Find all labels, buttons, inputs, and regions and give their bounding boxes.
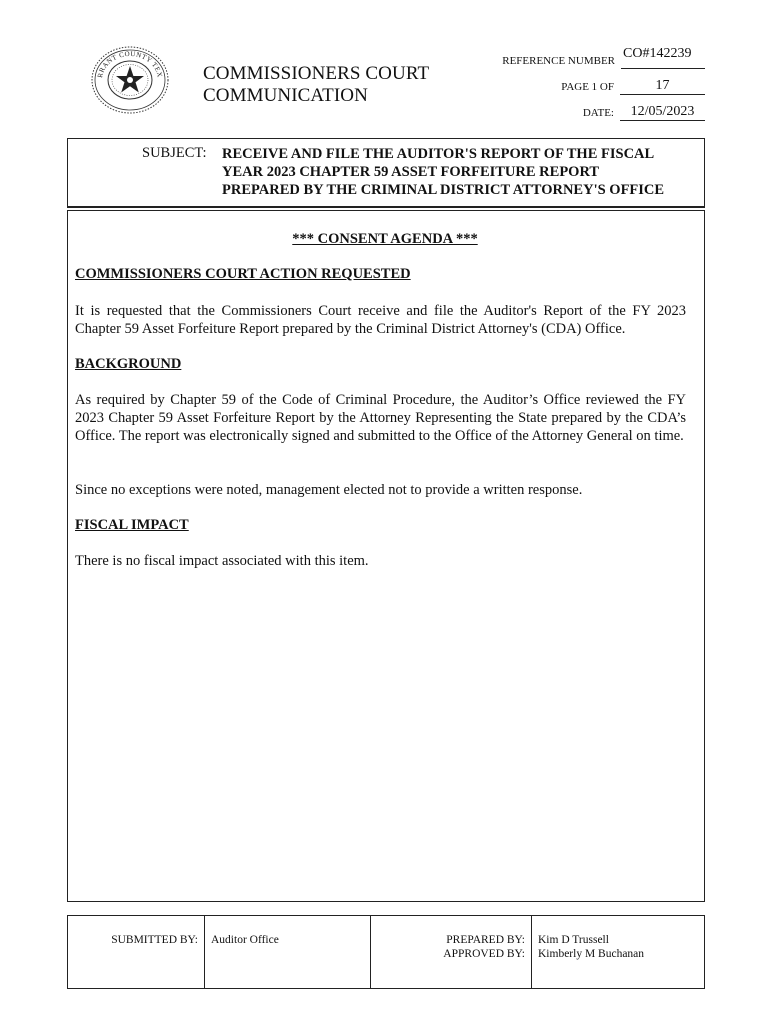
approved-by-label: APPROVED BY: xyxy=(443,948,525,960)
signature-footer xyxy=(67,915,705,989)
subject-line-2: YEAR 2023 CHAPTER 59 ASSET FORFEITURE REPORT xyxy=(222,164,600,180)
fiscal-impact-text: There is no fiscal impact associated with this item. xyxy=(75,553,369,569)
consent-agenda-banner xyxy=(0,231,770,248)
prepared-by-label: PREPARED BY: xyxy=(446,934,525,946)
prepared-approved-value-cell xyxy=(532,916,704,988)
title-line-2: COMMUNICATION xyxy=(203,85,368,106)
subject-line-3: PREPARED BY THE CRIMINAL DISTRICT ATTORNEY'S OFFICE xyxy=(222,182,665,198)
date-value: 12/05/2023 xyxy=(620,104,705,121)
prepared-by-value: Kim D Trussell xyxy=(538,934,609,946)
county-seal xyxy=(90,45,170,115)
prepared-approved-label-cell xyxy=(371,916,532,988)
subject-text xyxy=(222,145,697,199)
submitted-by-label: SUBMITTED BY: xyxy=(111,934,198,946)
action-requested-text: It is requested that the Commissioners Court receive and file the Auditor's Report of the FY 2023 Chapter 59 Asset Forfeiture Report prepared by the Criminal District Attorney's (CDA) Office. xyxy=(75,303,686,337)
subject-divider xyxy=(67,206,705,208)
date-label: DATE: xyxy=(582,107,614,119)
page-label: PAGE 1 OF xyxy=(561,81,614,93)
reference-number-row xyxy=(502,45,705,69)
background-heading: BACKGROUND xyxy=(75,356,182,372)
reference-number-label: REFERENCE NUMBER xyxy=(502,55,615,67)
page-row xyxy=(561,78,705,95)
reference-number-value: CO#142239 xyxy=(621,45,705,69)
background-text-2: Since no exceptions were noted, management elected not to provide a written response. xyxy=(75,482,583,498)
subject-line-1: RECEIVE AND FILE THE AUDITOR'S REPORT OF THE FISCAL xyxy=(222,146,655,162)
subject-label: SUBJECT: xyxy=(142,145,207,161)
seal-text: RRANT COUNTY TEX xyxy=(96,49,164,79)
title-line-1: COMMISSIONERS COURT xyxy=(203,63,430,84)
submitted-by-label-cell xyxy=(68,916,205,988)
action-requested-heading: COMMISSIONERS COURT ACTION REQUESTED xyxy=(75,266,411,282)
reference-block xyxy=(470,45,705,125)
approved-by-value: Kimberly M Buchanan xyxy=(538,948,645,960)
submitted-by-value: Auditor Office xyxy=(211,934,279,946)
date-row xyxy=(583,104,705,121)
consent-agenda-text: *** CONSENT AGENDA *** xyxy=(292,231,478,247)
document-title xyxy=(203,63,429,107)
background-text: As required by Chapter 59 of the Code of Criminal Procedure, the Auditor’s Office reviewed the FY 2023 Chapter 59 Asset Forfeiture Report by the Attorney Representing the State prepared by the CDA’s Office. The report was electronically signed and submitted to the Office of the Attorney General on time. xyxy=(75,392,686,444)
submitted-by-value-cell xyxy=(205,916,371,988)
fiscal-impact-heading: FISCAL IMPACT xyxy=(75,517,189,533)
page-count-value: 17 xyxy=(620,78,705,95)
